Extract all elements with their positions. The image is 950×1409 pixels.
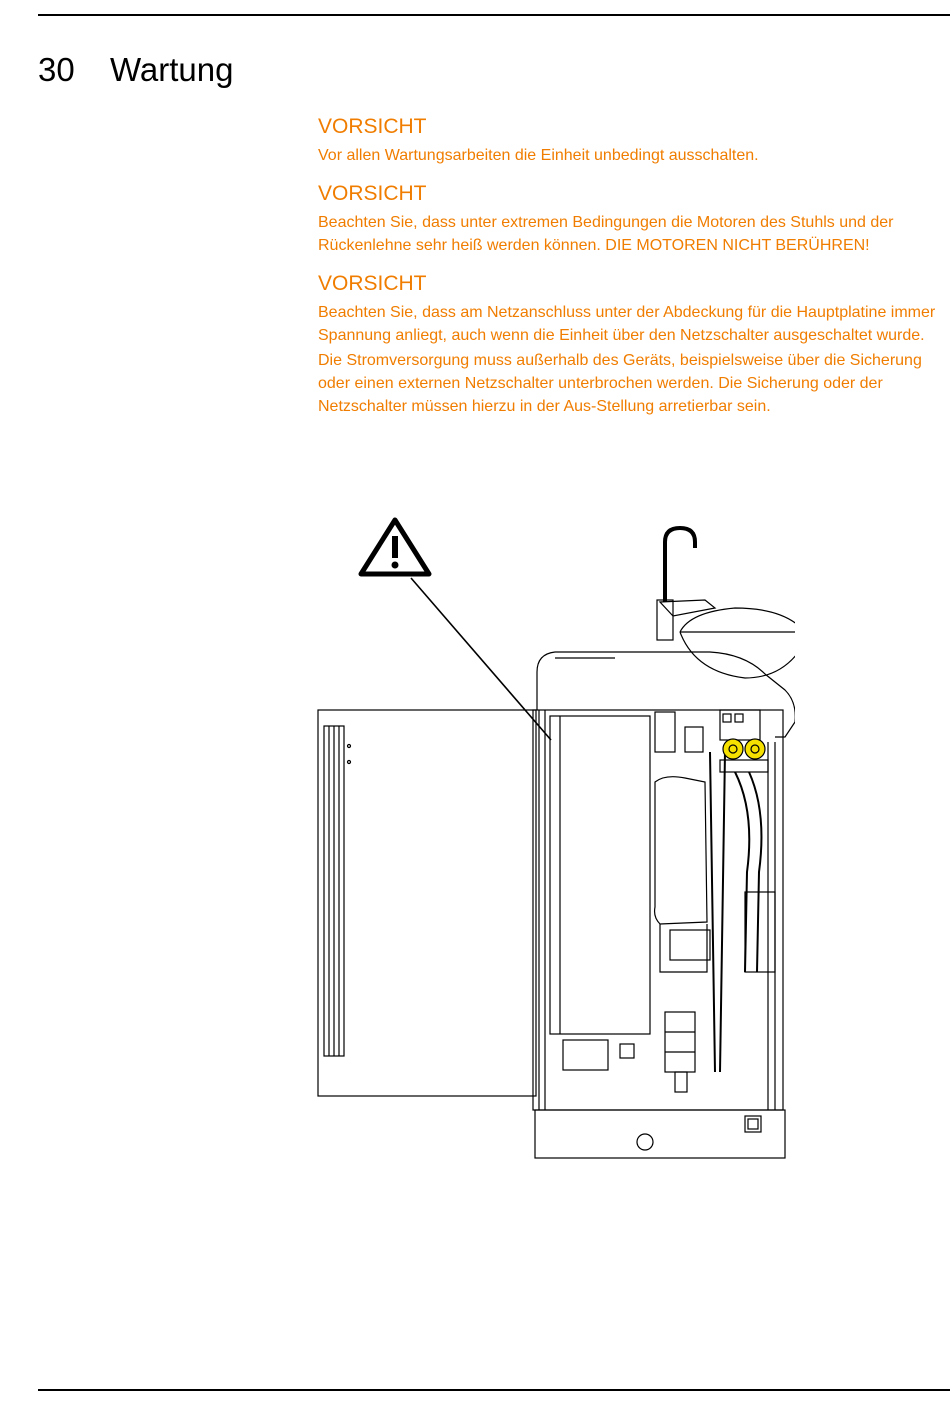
section-title: Wartung bbox=[110, 51, 234, 88]
internal-components bbox=[655, 710, 775, 1092]
open-door-panel bbox=[318, 710, 536, 1096]
bottom-rule bbox=[38, 1389, 950, 1391]
warning-triangle-icon bbox=[361, 520, 429, 574]
caution-block-3 bbox=[318, 271, 943, 418]
section-number: 30 bbox=[38, 51, 75, 88]
caution-block-2 bbox=[318, 181, 943, 257]
caution-title: VORSICHT bbox=[318, 182, 427, 205]
caution-text: Beachten Sie, dass am Netzanschluss unter der Abdeckung für die Hauptplatine immer Spannung anliegt, auch wenn die Einheit über den Netzschalter ausgeschaltet wurde. bbox=[318, 304, 936, 344]
cabinet-body bbox=[533, 710, 785, 1158]
caution-text: Die Stromversorgung muss außerhalb des Geräts, beispielsweise über die Sicherung oder einen externen Netzschalter unterbrochen werden. Die Sicherung oder der Netzschalter müssen hierzu in der Aus-Stellung arretierbar sein. bbox=[318, 352, 922, 415]
top-rule bbox=[38, 14, 950, 16]
caution-title: VORSICHT bbox=[318, 115, 427, 138]
caution-title: VORSICHT bbox=[318, 272, 427, 295]
leader-line bbox=[411, 578, 551, 740]
top-cover bbox=[537, 652, 795, 737]
caution-block-1 bbox=[318, 114, 943, 167]
caution-text: Beachten Sie, dass unter extremen Bedingungen die Motoren des Stuhls und der Rückenlehne sehr heiß werden können. DIE MOTOREN NICHT BERÜHREN! bbox=[318, 214, 894, 254]
section-heading bbox=[38, 50, 234, 90]
unit-illustration bbox=[315, 512, 795, 1162]
yellow-valves bbox=[720, 739, 768, 772]
main-board-cover bbox=[550, 716, 650, 1070]
caution-text: Vor allen Wartungsarbeiten die Einheit unbedingt ausschalten. bbox=[318, 147, 759, 164]
caution-list bbox=[318, 114, 943, 432]
faucet-and-basin bbox=[657, 528, 795, 678]
